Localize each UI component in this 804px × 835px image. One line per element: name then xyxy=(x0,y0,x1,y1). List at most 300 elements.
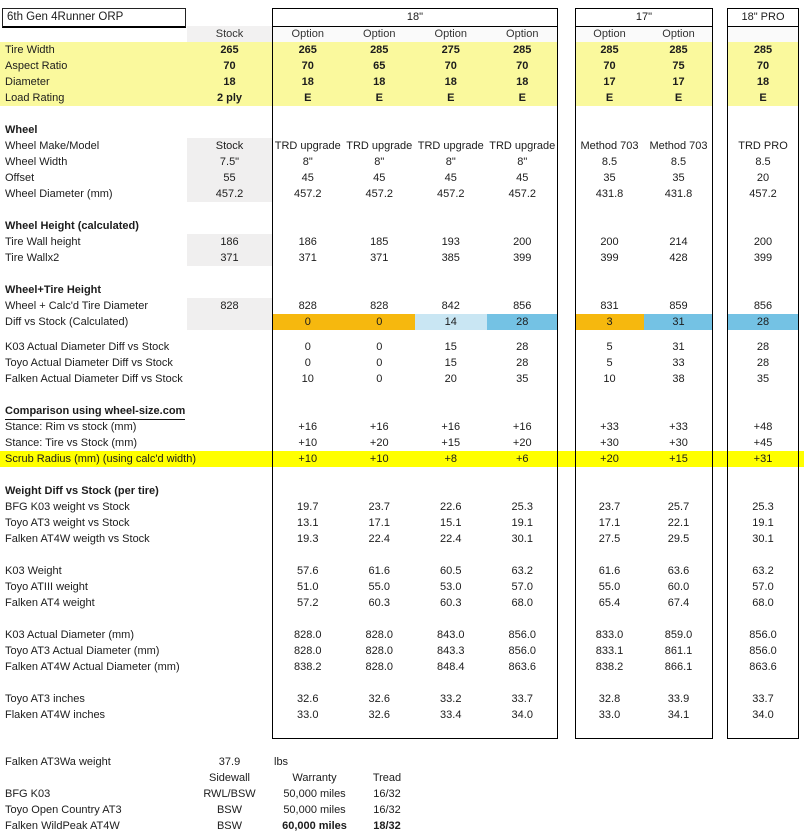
row-label-cell[interactable]: K03 Actual Diameter Diff vs Stock xyxy=(5,341,170,353)
stock-value-cell[interactable]: 265 xyxy=(187,42,272,58)
row-label-cell[interactable]: K03 Weight xyxy=(5,565,62,577)
value-cell[interactable]: 30.1 xyxy=(752,533,774,545)
value-cell[interactable]: 33.0 xyxy=(598,709,621,721)
value-cell[interactable]: 285 xyxy=(575,42,644,58)
value-cell[interactable]: 838.2 xyxy=(595,661,624,673)
value-cell[interactable]: 65.4 xyxy=(598,597,621,609)
value-cell[interactable]: 399 xyxy=(600,252,619,264)
value-cell[interactable]: 457.2 xyxy=(365,188,394,200)
stock-value-cell[interactable] xyxy=(187,435,272,451)
value-cell[interactable]: 22.4 xyxy=(368,533,390,545)
value-cell[interactable]: 57.2 xyxy=(297,597,319,609)
value-cell[interactable]: 842 xyxy=(441,300,460,312)
value-cell[interactable]: 856.0 xyxy=(508,629,537,641)
value-cell[interactable]: 55.0 xyxy=(598,581,621,593)
value-cell[interactable]: 828.0 xyxy=(365,629,394,641)
value-cell[interactable]: 29.5 xyxy=(667,533,690,545)
value-cell[interactable]: 32.6 xyxy=(368,693,390,705)
weight-unit-cell[interactable]: lbs xyxy=(274,756,289,768)
row-label-cell[interactable]: Toyo AT3 inches xyxy=(5,693,85,705)
warranty-header[interactable]: Warranty xyxy=(292,772,337,784)
value-cell[interactable]: 15.1 xyxy=(440,517,462,529)
stock-value-cell[interactable]: 70 xyxy=(187,58,272,74)
section-header-cell[interactable] xyxy=(0,282,187,298)
value-cell[interactable]: 31 xyxy=(672,341,685,353)
value-cell[interactable]: 17.1 xyxy=(598,517,621,529)
value-cell[interactable]: 33.0 xyxy=(297,709,319,721)
value-cell[interactable]: 63.2 xyxy=(511,565,533,577)
value-cell[interactable]: 33.7 xyxy=(752,693,774,705)
tire-name-cell[interactable]: Falken WildPeak AT4W xyxy=(5,820,120,832)
value-cell[interactable]: 38 xyxy=(672,373,685,385)
tread-cell[interactable]: 18/32 xyxy=(373,820,401,832)
stock-value-cell[interactable] xyxy=(187,355,272,371)
value-cell[interactable]: 8.5 xyxy=(670,156,687,168)
row-label-cell[interactable]: Scrub Radius (mm) (using calc'd width) xyxy=(5,453,196,465)
value-cell[interactable]: 856.0 xyxy=(749,629,777,641)
value-cell[interactable]: 23.7 xyxy=(598,501,621,513)
option-column-header[interactable]: Option xyxy=(487,26,559,42)
stock-value-cell[interactable]: 186 xyxy=(187,234,272,250)
value-cell[interactable]: E xyxy=(415,90,487,106)
value-cell[interactable]: 3 xyxy=(575,314,644,330)
value-cell[interactable]: 30.1 xyxy=(511,533,533,545)
value-cell[interactable]: 17 xyxy=(644,74,713,90)
value-cell[interactable]: +16 xyxy=(298,421,318,433)
option-column-header[interactable] xyxy=(727,26,799,42)
value-cell[interactable]: 8" xyxy=(374,156,385,168)
value-cell[interactable]: E xyxy=(727,90,799,106)
stock-value-cell[interactable]: 18 xyxy=(187,74,272,90)
value-cell[interactable]: 5 xyxy=(606,357,613,369)
value-cell[interactable]: E xyxy=(644,90,713,106)
value-cell[interactable]: 35 xyxy=(516,373,529,385)
value-cell[interactable]: 31 xyxy=(644,314,713,330)
value-cell[interactable]: 0 xyxy=(376,373,383,385)
value-cell[interactable]: 19.1 xyxy=(752,517,774,529)
value-cell[interactable]: 19.7 xyxy=(297,501,319,513)
stock-value-cell[interactable] xyxy=(187,339,272,355)
value-cell[interactable]: +16 xyxy=(369,421,389,433)
value-cell[interactable]: +10 xyxy=(369,453,389,465)
tire-name-cell[interactable]: BFG K03 xyxy=(5,788,51,800)
value-cell[interactable]: 285 xyxy=(727,42,799,58)
value-cell[interactable]: +8 xyxy=(444,453,458,465)
stock-value-cell[interactable] xyxy=(187,371,272,387)
option-column-header[interactable]: Option xyxy=(415,26,487,42)
value-cell[interactable]: E xyxy=(344,90,416,106)
value-cell[interactable]: 15 xyxy=(444,341,457,353)
value-cell[interactable]: 828.0 xyxy=(365,645,394,657)
value-cell[interactable]: 275 xyxy=(415,42,487,58)
value-cell[interactable]: 25.3 xyxy=(511,501,533,513)
value-cell[interactable]: 34.0 xyxy=(752,709,774,721)
stock-value-cell[interactable]: 55 xyxy=(187,170,272,186)
value-cell[interactable]: 45 xyxy=(444,172,457,184)
stock-value-cell[interactable] xyxy=(187,579,272,595)
value-cell[interactable]: 25.3 xyxy=(752,501,774,513)
value-cell[interactable]: 28 xyxy=(516,341,529,353)
value-cell[interactable]: 5 xyxy=(606,341,613,353)
value-cell[interactable]: 13.1 xyxy=(297,517,319,529)
value-cell[interactable]: 32.8 xyxy=(598,693,621,705)
value-cell[interactable]: 75 xyxy=(644,58,713,74)
value-cell[interactable]: 843.0 xyxy=(436,629,465,641)
value-cell[interactable]: 200 xyxy=(513,236,532,248)
stock-value-cell[interactable] xyxy=(187,531,272,547)
stock-value-cell[interactable]: 2 ply xyxy=(187,90,272,106)
value-cell[interactable]: 214 xyxy=(669,236,688,248)
value-cell[interactable]: +20 xyxy=(512,437,532,449)
stock-value-cell[interactable] xyxy=(187,659,272,675)
value-cell[interactable]: 70 xyxy=(727,58,799,74)
value-cell[interactable]: 35 xyxy=(672,172,685,184)
value-cell[interactable]: 34.0 xyxy=(511,709,533,721)
row-label-cell[interactable]: Toyo ATIII weight xyxy=(5,581,88,593)
tread-header[interactable]: Tread xyxy=(372,772,402,784)
value-cell[interactable]: 861.1 xyxy=(664,645,693,657)
row-label-cell[interactable]: K03 Actual Diameter (mm) xyxy=(5,629,134,641)
sidewall-cell[interactable]: BSW xyxy=(216,804,243,816)
stock-value-cell[interactable] xyxy=(187,627,272,643)
stock-value-cell[interactable] xyxy=(187,499,272,515)
value-cell[interactable]: 51.0 xyxy=(297,581,319,593)
option-column-header[interactable]: Option xyxy=(272,26,344,42)
value-cell[interactable]: 17.1 xyxy=(368,517,390,529)
stock-value-cell[interactable]: 7.5" xyxy=(187,154,272,170)
value-cell[interactable]: 285 xyxy=(487,42,559,58)
value-cell[interactable]: 63.2 xyxy=(752,565,774,577)
row-label-cell[interactable]: Toyo AT3 weight vs Stock xyxy=(5,517,130,529)
value-cell[interactable]: TRD upgrade xyxy=(417,140,484,152)
value-cell[interactable]: 22.4 xyxy=(440,533,462,545)
row-label-cell[interactable]: Toyo AT3 Actual Diameter (mm) xyxy=(5,645,160,657)
value-cell[interactable]: 200 xyxy=(600,236,619,248)
stock-value-cell[interactable]: 457.2 xyxy=(187,186,272,202)
value-cell[interactable]: 57.0 xyxy=(511,581,533,593)
value-cell[interactable]: +30 xyxy=(600,437,619,449)
section-header-cell[interactable] xyxy=(0,483,187,499)
value-cell[interactable]: 35 xyxy=(603,172,616,184)
value-cell[interactable]: 0 xyxy=(304,357,311,369)
group-gap xyxy=(713,355,727,371)
value-cell[interactable]: 18 xyxy=(727,74,799,90)
weight-value-cell[interactable]: 37.9 xyxy=(218,756,241,768)
value-cell[interactable]: 838.2 xyxy=(293,661,322,673)
tread-cell[interactable]: 16/32 xyxy=(373,788,401,800)
group-gap xyxy=(558,595,575,611)
group-gap xyxy=(558,138,575,154)
stock-value-cell[interactable]: 828 xyxy=(187,298,272,314)
value-cell[interactable]: 863.6 xyxy=(508,661,537,673)
value-cell[interactable]: 22.6 xyxy=(440,501,462,513)
row-label-cell[interactable]: Falken AT4 weight xyxy=(5,597,95,609)
value-cell[interactable]: E xyxy=(272,90,344,106)
row-label-cell[interactable]: Stance: Rim vs stock (mm) xyxy=(5,421,137,433)
group-gap xyxy=(713,371,727,387)
value-cell[interactable]: 18 xyxy=(344,74,416,90)
value-cell[interactable]: 8" xyxy=(302,156,313,168)
value-cell[interactable]: 63.6 xyxy=(667,565,690,577)
row-label-cell[interactable]: Falken AT4W weigth vs Stock xyxy=(5,533,150,545)
value-cell[interactable]: 57.0 xyxy=(752,581,774,593)
sheet-row xyxy=(0,707,804,723)
value-cell[interactable]: 828.0 xyxy=(365,661,394,673)
value-cell[interactable]: 186 xyxy=(298,236,317,248)
value-cell[interactable]: 20 xyxy=(756,172,770,184)
stock-value-cell[interactable] xyxy=(187,643,272,659)
value-cell[interactable]: 18 xyxy=(487,74,559,90)
value-cell[interactable]: 200 xyxy=(753,236,773,248)
value-cell[interactable]: 831 xyxy=(600,300,619,312)
value-cell[interactable]: 19.3 xyxy=(297,533,319,545)
value-cell[interactable]: 18 xyxy=(415,74,487,90)
value-cell[interactable]: TRD upgrade xyxy=(346,140,413,152)
value-cell[interactable]: 0 xyxy=(376,357,383,369)
value-cell[interactable]: 70 xyxy=(272,58,344,74)
value-cell[interactable]: 265 xyxy=(272,42,344,58)
value-cell[interactable]: 15 xyxy=(444,357,457,369)
value-cell[interactable]: 859 xyxy=(669,300,688,312)
row-label-cell[interactable]: Tire Wall height xyxy=(5,236,81,248)
value-cell[interactable]: 33.7 xyxy=(511,693,533,705)
value-cell[interactable]: +20 xyxy=(600,453,619,465)
row-label-cell[interactable]: Falken Actual Diameter Diff vs Stock xyxy=(5,373,183,385)
tread-cell[interactable]: 16/32 xyxy=(373,804,401,816)
row-label-cell[interactable]: Tire Wallx2 xyxy=(5,252,60,264)
stock-value-cell[interactable] xyxy=(187,419,272,435)
value-cell[interactable]: 828.0 xyxy=(293,645,322,657)
value-cell[interactable]: 385 xyxy=(441,252,460,264)
value-cell[interactable]: 33.2 xyxy=(440,693,462,705)
value-cell[interactable]: 45 xyxy=(373,172,386,184)
stock-value-cell[interactable]: Stock xyxy=(187,138,272,154)
value-cell[interactable]: +16 xyxy=(512,421,532,433)
value-cell[interactable]: 856 xyxy=(513,300,532,312)
sidewall-cell[interactable]: RWL/BSW xyxy=(203,788,256,800)
value-cell[interactable]: Method 703 xyxy=(649,140,708,152)
tire-name-cell[interactable]: Toyo Open Country AT3 xyxy=(5,804,122,816)
stock-value-cell[interactable] xyxy=(187,451,272,467)
row-label-cell[interactable]: Flaken AT4W inches xyxy=(5,709,106,721)
value-cell[interactable]: +10 xyxy=(298,453,318,465)
row-label-cell[interactable]: Wheel + Calc'd Tire Diameter xyxy=(5,300,149,312)
value-cell[interactable]: 33.4 xyxy=(440,709,462,721)
value-cell[interactable]: 61.6 xyxy=(598,565,621,577)
value-cell[interactable]: +33 xyxy=(669,421,688,433)
value-cell[interactable]: 28 xyxy=(756,341,770,353)
stock-value-cell[interactable] xyxy=(187,563,272,579)
warranty-cell[interactable]: 60,000 miles xyxy=(282,820,347,832)
value-cell[interactable]: +6 xyxy=(515,453,529,465)
stock-column-header[interactable]: Stock xyxy=(187,26,272,42)
value-cell[interactable]: 399 xyxy=(513,252,532,264)
value-cell[interactable]: 8.5 xyxy=(601,156,618,168)
value-cell[interactable]: 285 xyxy=(344,42,416,58)
value-cell[interactable]: 17 xyxy=(575,74,644,90)
row-label-cell[interactable]: Wheel Make/Model xyxy=(5,140,100,152)
value-cell[interactable]: +10 xyxy=(298,437,318,449)
stock-value-cell[interactable] xyxy=(187,691,272,707)
row-label-cell[interactable]: Load Rating xyxy=(0,90,187,106)
value-cell[interactable]: +15 xyxy=(669,453,688,465)
value-cell[interactable]: +15 xyxy=(441,437,461,449)
value-cell[interactable]: 285 xyxy=(644,42,713,58)
row-label-cell[interactable]: Falken AT4W Actual Diameter (mm) xyxy=(5,661,180,673)
value-cell[interactable]: 68.0 xyxy=(752,597,774,609)
value-cell[interactable]: 0 xyxy=(272,314,344,330)
stock-value-cell[interactable] xyxy=(187,515,272,531)
value-cell[interactable]: 45 xyxy=(301,172,314,184)
option-column-header[interactable]: Option xyxy=(644,26,713,42)
value-cell[interactable]: 828 xyxy=(298,300,317,312)
value-cell[interactable]: 371 xyxy=(298,252,317,264)
value-cell[interactable]: 14 xyxy=(415,314,487,330)
value-cell[interactable]: 32.6 xyxy=(368,709,390,721)
group-gap xyxy=(558,42,575,58)
value-cell[interactable]: 371 xyxy=(370,252,389,264)
value-cell[interactable]: 53.0 xyxy=(440,581,462,593)
value-cell[interactable]: 859.0 xyxy=(664,629,693,641)
row-label-cell[interactable]: Wheel Diameter (mm) xyxy=(5,188,113,200)
warranty-cell[interactable]: 50,000 miles xyxy=(283,788,346,800)
value-cell[interactable]: 0 xyxy=(344,314,416,330)
value-cell[interactable]: 0 xyxy=(304,341,311,353)
value-cell[interactable]: 60.0 xyxy=(667,581,690,593)
value-cell[interactable]: 457.2 xyxy=(293,188,322,200)
row-label-cell[interactable]: Wheel Width xyxy=(5,156,68,168)
warranty-cell[interactable]: 50,000 miles xyxy=(283,804,346,816)
value-cell[interactable]: 33.9 xyxy=(667,693,690,705)
value-cell[interactable]: 61.6 xyxy=(368,565,390,577)
value-cell[interactable]: 193 xyxy=(441,236,460,248)
value-cell[interactable]: 8" xyxy=(445,156,456,168)
sidewall-header[interactable]: Sidewall xyxy=(209,772,250,784)
value-cell[interactable]: 863.6 xyxy=(749,661,777,673)
value-cell[interactable]: 828 xyxy=(370,300,389,312)
value-cell[interactable]: 856.0 xyxy=(508,645,537,657)
row-label-cell[interactable]: Offset xyxy=(5,172,35,184)
value-cell[interactable]: 45 xyxy=(516,172,529,184)
value-cell[interactable]: 843.3 xyxy=(436,645,465,657)
value-cell[interactable]: +30 xyxy=(669,437,688,449)
value-cell[interactable]: 60.3 xyxy=(368,597,390,609)
value-cell[interactable]: 28 xyxy=(727,314,799,330)
value-cell[interactable]: +33 xyxy=(600,421,619,433)
value-cell[interactable]: 35 xyxy=(756,373,770,385)
value-cell[interactable]: 60.5 xyxy=(440,565,462,577)
row-label-cell[interactable]: Diameter xyxy=(0,74,187,90)
value-cell[interactable]: 22.1 xyxy=(667,517,690,529)
value-cell[interactable]: 23.7 xyxy=(368,501,390,513)
value-cell[interactable]: 20 xyxy=(444,373,457,385)
value-cell[interactable]: 457.2 xyxy=(436,188,465,200)
value-cell[interactable]: 19.1 xyxy=(511,517,533,529)
value-cell[interactable]: 67.4 xyxy=(667,597,690,609)
value-cell[interactable]: TRD upgrade xyxy=(489,140,556,152)
value-cell[interactable]: 833.0 xyxy=(595,629,624,641)
value-cell[interactable]: 28 xyxy=(487,314,559,330)
option-column-header[interactable]: Option xyxy=(344,26,416,42)
value-cell[interactable]: 866.1 xyxy=(664,661,693,673)
value-cell[interactable]: 68.0 xyxy=(511,597,533,609)
value-cell[interactable]: 60.3 xyxy=(440,597,462,609)
row-label-cell[interactable]: Tire Width xyxy=(0,42,187,58)
value-cell[interactable]: 833.1 xyxy=(595,645,624,657)
value-cell[interactable]: Method 703 xyxy=(580,140,639,152)
option-column-header[interactable]: Option xyxy=(575,26,644,42)
value-cell[interactable]: 18 xyxy=(272,74,344,90)
section-header-cell[interactable] xyxy=(0,122,187,138)
value-cell[interactable]: 457.2 xyxy=(508,188,537,200)
value-cell[interactable]: 856 xyxy=(753,300,773,312)
row-label-cell[interactable]: Toyo Actual Diameter Diff vs Stock xyxy=(5,357,173,369)
value-cell[interactable]: 57.6 xyxy=(297,565,319,577)
value-cell[interactable]: TRD PRO xyxy=(738,140,788,152)
value-cell[interactable]: E xyxy=(575,90,644,106)
value-cell[interactable]: TRD upgrade xyxy=(274,140,341,152)
stock-value-cell[interactable] xyxy=(187,595,272,611)
value-cell[interactable]: 28 xyxy=(756,357,770,369)
value-cell[interactable]: 0 xyxy=(376,341,383,353)
section-header-label: Weight Diff vs Stock (per tire) xyxy=(5,485,159,497)
sheet-title-cell[interactable]: 6th Gen 4Runner ORP xyxy=(2,8,186,28)
value-cell[interactable]: 431.8 xyxy=(664,188,693,200)
value-cell[interactable]: 431.8 xyxy=(595,188,624,200)
value-cell[interactable]: +31 xyxy=(753,453,773,465)
value-cell[interactable]: E xyxy=(487,90,559,106)
value-cell[interactable]: 32.6 xyxy=(297,693,319,705)
stock-value-cell[interactable] xyxy=(187,314,272,330)
value-cell[interactable]: 70 xyxy=(487,58,559,74)
value-cell[interactable]: 828.0 xyxy=(293,629,322,641)
value-cell[interactable]: 10 xyxy=(301,373,314,385)
value-cell[interactable]: 27.5 xyxy=(598,533,621,545)
sidewall-cell[interactable]: BSW xyxy=(216,820,243,832)
bottom-row-label[interactable]: Falken AT3Wa weight xyxy=(5,756,111,768)
section-header-cell[interactable] xyxy=(0,218,187,234)
value-cell[interactable]: +45 xyxy=(753,437,773,449)
value-cell[interactable]: 8" xyxy=(517,156,528,168)
value-cell[interactable]: 185 xyxy=(370,236,389,248)
value-cell[interactable]: 33 xyxy=(672,357,685,369)
section-header-cell[interactable] xyxy=(0,403,187,419)
value-cell[interactable]: +16 xyxy=(441,421,461,433)
stock-value-cell[interactable] xyxy=(187,707,272,723)
value-cell[interactable]: 70 xyxy=(415,58,487,74)
row-label-cell[interactable]: BFG K03 weight vs Stock xyxy=(5,501,130,513)
value-cell[interactable]: 848.4 xyxy=(436,661,465,673)
stock-value-cell[interactable]: 371 xyxy=(187,250,272,266)
value-cell[interactable]: 10 xyxy=(603,373,616,385)
value-cell[interactable]: 70 xyxy=(575,58,644,74)
row-label-cell[interactable]: Stance: Tire vs Stock (mm) xyxy=(5,437,138,449)
value-cell[interactable]: +48 xyxy=(753,421,773,433)
value-cell[interactable]: 399 xyxy=(753,252,773,264)
value-cell[interactable]: 34.1 xyxy=(667,709,690,721)
value-cell[interactable]: 28 xyxy=(516,357,529,369)
value-cell[interactable]: 8.5 xyxy=(755,156,771,168)
row-label-cell[interactable]: Aspect Ratio xyxy=(0,58,187,74)
value-cell[interactable]: 856.0 xyxy=(749,645,777,657)
value-cell[interactable]: 55.0 xyxy=(368,581,390,593)
value-cell[interactable]: 25.7 xyxy=(667,501,690,513)
value-cell[interactable]: 65 xyxy=(344,58,416,74)
value-cell[interactable]: +20 xyxy=(369,437,389,449)
row-label-cell[interactable]: Diff vs Stock (Calculated) xyxy=(5,316,129,328)
value-cell[interactable]: 428 xyxy=(669,252,688,264)
value-cell[interactable]: 457.2 xyxy=(749,188,777,200)
